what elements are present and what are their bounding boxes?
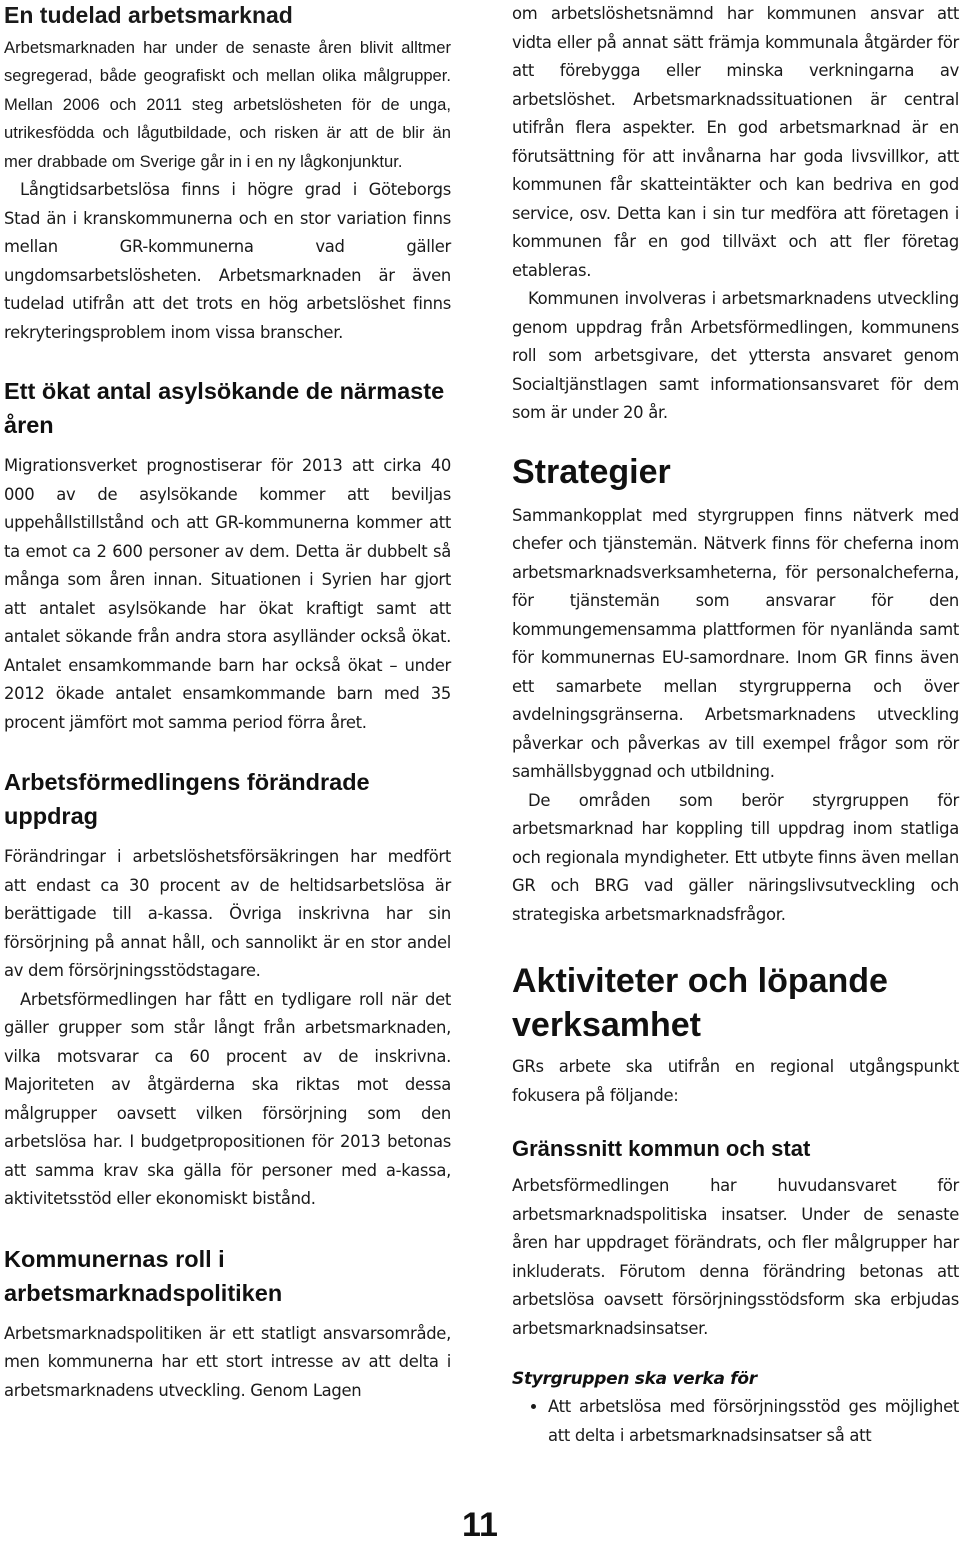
activities-heading: Aktiviteter och löpande verksamhet xyxy=(512,962,888,1044)
employment-service-paragraph-1: Förändringar i arbetslöshetsförsäkringen har medfört att endast ca 30 procent av de heltidsarbetslösa är berättigade till a-kassa. Övriga inskrivna har sin försörjning på annat håll, och sannolikt är en stor andel av dem försörjningsstödstagare. xyxy=(4,847,451,981)
strategies-paragraph-1: Sammankopplat med styrgruppen finns nätverk med chefer och tjänstemän. Nätverk finns för cheferna inom arbetsmarknadsverksamheterna, för personalcheferna, för tjänstemän som ansvarar för den kommungemensamma plattformen för nyanlända samt för kommunernas EU-samordnare. Inom GR finns även ett samarbete mellan styrgrupperna och över avdelningsgränserna. Arbetsmarknadens utveckling påverkar och påverkas av till exempel frågor som rör samhällsbyggnad och utbildning. xyxy=(512,505,959,781)
continued-paragraph-2: Kommunen involveras i arbetsmarknadens utveckling genom uppdrag från Arbetsförmedlingen, kommunens roll som arbetsgivare, det yttersta ansvaret genom Socialtjänstlagen samt informationsansvaret för dem som är under 20 år. xyxy=(512,289,959,422)
asylum-heading: Ett ökat antal asylsökande de närmaste åren xyxy=(4,378,445,439)
list-item: • Att arbetslösa med försörjningsstöd ges möjlighet att delta i arbetsmarknadsinsatser så att xyxy=(548,1393,959,1450)
intro-paragraph-2: Långtidsarbetslösa finns i högre grad i Göteborgs Stad än i kranskommunerna och en stor variation finns mellan GR-kommunerna vad gäller ungdomsarbetslösheten. Arbetsmarknaden är även tudelad utifrån att det trots en hög arbetslöshet finns rekryteringsproblem inom vissa branscher. xyxy=(4,180,451,342)
section-title: En tudelad arbetsmarknad xyxy=(4,2,293,28)
asylum-paragraph: Migrationsverket prognostiserar för 2013 att cirka 40 000 av de asylsökande kommer att beviljas uppehållstillstånd och att GR-kommunerna kommer att ta emot ca 2 600 personer av dem. Detta är dubbelt så många som åren innan. Situationen i Syrien har gjort att antalet asylsökande har ökat kraftigt samt att antalet sökande från andra stora asylländer också ökat. Antalet ensamkommande barn har också ökat – under 2012 ökade antalet ensamkommande barn med 35 procent jämfört mot samma period förra året. xyxy=(4,456,451,732)
page-number: 11 xyxy=(462,1506,498,1544)
employment-service-heading: Arbetsförmedlingens förändrade uppdrag xyxy=(4,769,370,830)
intro-paragraph-1: Arbetsmarknaden har under de senaste åren blivit alltmer segregerad, både geografiskt och mellan olika målgrupper. Mellan 2006 och 2011 steg arbetslösheten för de unga, utrikesfödda och lågutbildade, och risken är att de blir än mer drabbade om Sverige går in i en ny lågkonjunktur. xyxy=(4,38,451,171)
left-column xyxy=(4,0,451,1405)
strategies-heading: Strategier xyxy=(512,452,671,491)
continued-paragraph-1: om arbetslöshetsnämnd har kommunen ansvar att vidta eller på annat sätt främja kommunala åtgärder för att förebygga eller minska verkningarna av arbetslöshet. Arbetsmarknadssituationen är central utifrån flera aspekter. En god arbetsmarknad är en förutsättning för att invånarna har goda livsvillkor, att kommunen får skatteintäkter och kan bedriva en god service, osv. Detta kan i sin tur medföra att företagen i kommunen får en god tillväxt och att fler företag etableras. xyxy=(512,4,959,280)
right-column xyxy=(512,0,959,1450)
steering-group-heading: Styrgruppen ska verka för xyxy=(512,1369,757,1389)
employment-service-paragraph-2: Arbetsförmedlingen har fått en tydligare roll när det gäller grupper som står långt från arbetsmarknaden, vilka motsvarar ca 60 procent av de inskrivna. Majoriteten av åtgärderna ska riktas mot dessa målgrupper oavsett vilken försörjning som den arbetslösa har. I budgetpropositionen för 2013 betonas att samma krav ska gälla för personer med a-kassa, aktivitetsstöd eller ekonomiskt bistånd. xyxy=(4,989,451,1209)
interface-paragraph: Arbetsförmedlingen har huvudansvaret för arbetsmarknadspolitiska insatser. Under de senaste åren har uppdraget förändrats, och fler målgrupper har inkluderats. Förutom denna förändring betonas att arbetslösa oavsett försörjningsstödsform ska erbjudas arbetsmarknadsinsatser. xyxy=(512,1176,959,1338)
strategies-paragraph-2: De områden som berör styrgruppen för arbetsmarknad har koppling till uppdrag inom statliga och regionala myndigheter. Ett utbyte finns även mellan GR och BRG vad gäller näringslivsutveckling och strategiska arbetsmarknadsfrågor. xyxy=(512,790,959,924)
steering-group-list xyxy=(512,1393,959,1450)
activities-paragraph: GRs arbete ska utifrån en regional utgångspunkt fokusera på följande: xyxy=(512,1057,959,1105)
interface-heading: Gränssnitt kommun och stat xyxy=(512,1136,811,1161)
municipalities-paragraph: Arbetsmarknadspolitiken är ett statligt ansvarsområde, men kommunerna har ett stort intresse av att delta i arbetsmarknadens utveckling. Genom Lagen xyxy=(4,1323,451,1400)
municipalities-heading: Kommunernas roll i arbetsmarknadspolitiken xyxy=(4,1245,283,1306)
